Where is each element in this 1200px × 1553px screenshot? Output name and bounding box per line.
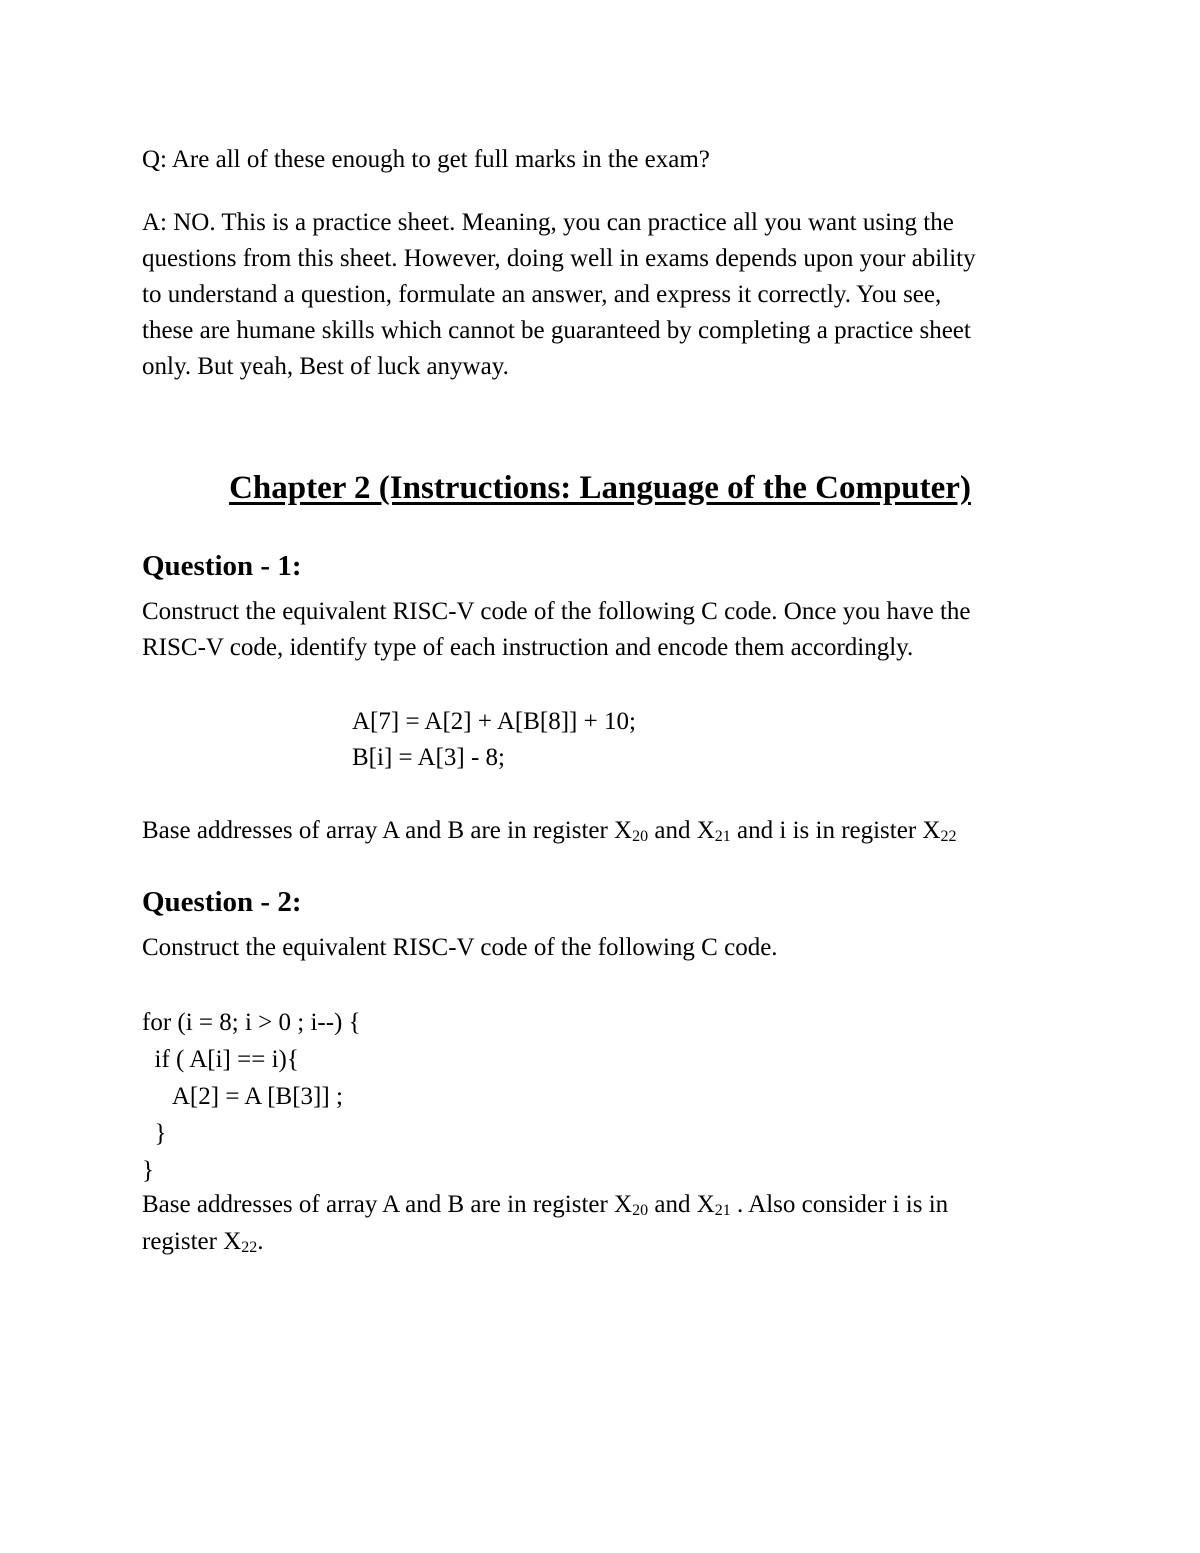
register-subscript: 21 (714, 1202, 731, 1219)
note-text: and X (648, 1191, 715, 1218)
note-text: Base addresses of array A and B are in register X (142, 817, 633, 844)
question-1-text-line: Construct the equivalent RISC-V code of the following C code. Once you have the (142, 598, 971, 625)
register-subscript: 22 (241, 1239, 258, 1256)
faq-answer-line: to understand a question, formulate an answer, and express it correctly. You see, (142, 281, 942, 308)
question-1-heading: Question - 1: (142, 550, 302, 582)
question-2-note (142, 1186, 948, 1260)
question-2-text-line: Construct the equivalent RISC-V code of the following C code. (142, 934, 778, 961)
register-subscript: 21 (714, 828, 731, 845)
faq-answer (142, 205, 1072, 385)
question-2-code (142, 1004, 361, 1189)
code-line: A[2] = A [B[3]] ; (142, 1083, 343, 1110)
code-line: if ( A[i] == i){ (142, 1046, 299, 1073)
faq-answer-line: these are humane skills which cannot be guaranteed by completing a practice sheet (142, 317, 971, 344)
note-text: . Also consider i is in (730, 1191, 949, 1218)
code-line: for (i = 8; i > 0 ; i--) { (142, 1009, 361, 1036)
code-line: A[7] = A[2] + A[B[8]] + 10; (352, 708, 636, 735)
register-subscript: 22 (940, 828, 957, 845)
faq-answer-line: questions from this sheet. However, doing well in exams depends upon your ability (142, 245, 976, 272)
question-2-heading: Question - 2: (142, 886, 302, 918)
note-text: Base addresses of array A and B are in register X (142, 1191, 633, 1218)
question-1-code (352, 704, 636, 776)
chapter-title: Chapter 2 (Instructions: Language of the Computer) (229, 470, 971, 506)
code-line: } (142, 1157, 154, 1184)
question-2-text (142, 930, 778, 966)
faq-answer-line: only. But yeah, Best of luck anyway. (142, 353, 509, 380)
note-text: and X (648, 817, 715, 844)
faq-answer-line: A: NO. This is a practice sheet. Meaning, you can practice all you want using the (142, 209, 954, 236)
register-subscript: 20 (632, 1202, 649, 1219)
faq-question: Q: Are all of these enough to get full marks in the exam? (142, 146, 710, 173)
question-1-note (142, 813, 956, 849)
note-text: . (257, 1228, 264, 1255)
note-line (142, 1186, 948, 1223)
register-subscript: 20 (632, 828, 649, 845)
note-text: register X (142, 1228, 242, 1255)
question-1-text (142, 594, 971, 666)
note-text: and i is in register X (730, 817, 941, 844)
note-line (142, 1223, 948, 1260)
code-line: B[i] = A[3] - 8; (352, 744, 505, 771)
code-line: } (142, 1120, 167, 1147)
question-1-text-line: RISC-V code, identify type of each instruction and encode them accordingly. (142, 634, 914, 661)
